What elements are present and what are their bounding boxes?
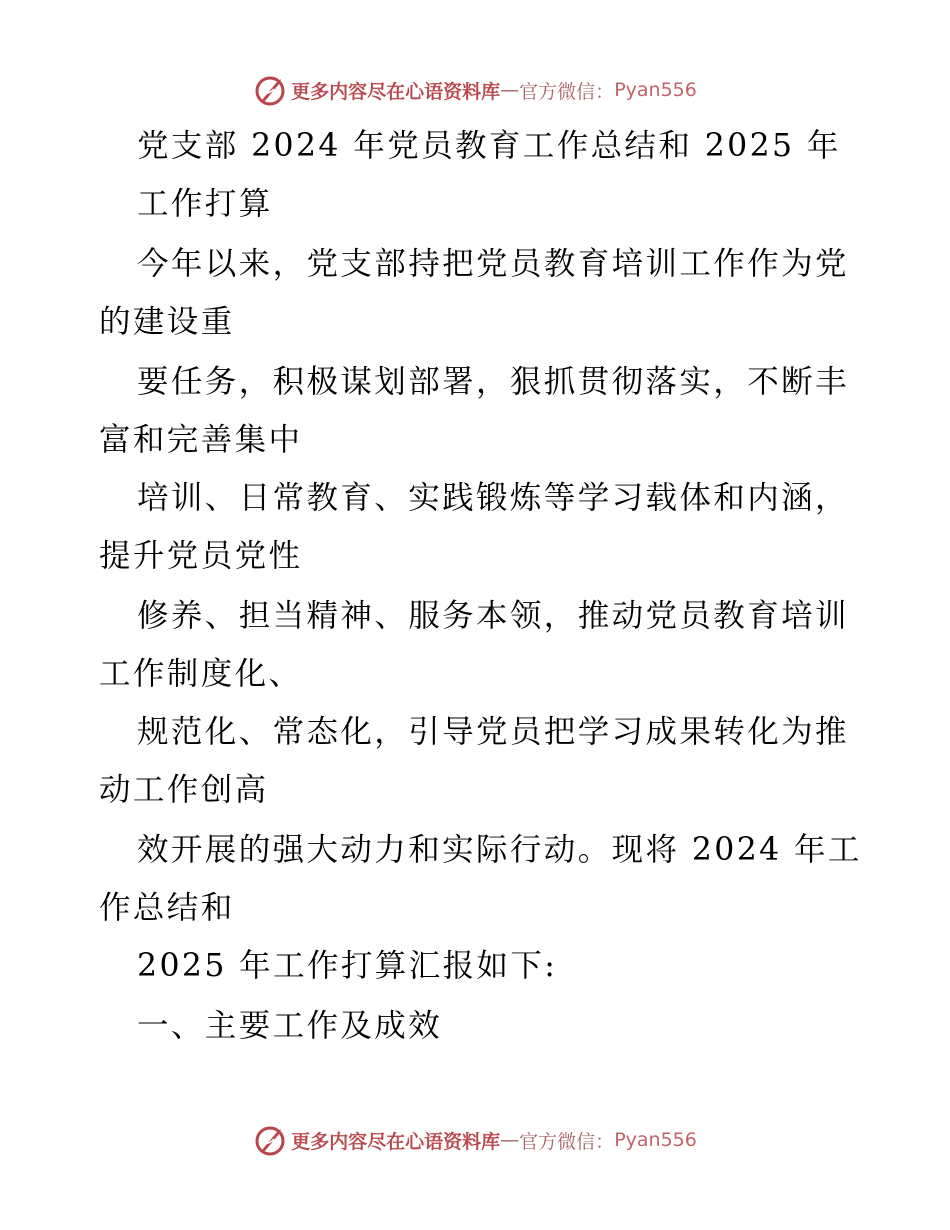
paragraph-line: 效开展的强大动力和实际行动。现将 2024 年工 [137, 832, 862, 868]
banner-wechat-id: Pyan556 [614, 79, 697, 101]
banner-dash: — [500, 1129, 520, 1151]
paragraph-line: 动工作创高 [99, 772, 269, 808]
paragraph-line: 培训、日常教育、实践锻炼等学习载体和内涵， [137, 480, 849, 516]
banner-sub-text: 官方微信： [519, 1130, 615, 1153]
quill-pen-logo-icon [253, 1123, 287, 1157]
banner-dash: — [500, 79, 520, 101]
paragraph-line: 规范化、常态化，引导党员把学习成果转化为推 [137, 714, 849, 750]
paragraph-line: 作总结和 [99, 890, 235, 926]
paragraph-line: 2025 年工作打算汇报如下: [137, 948, 558, 984]
banner-main-text: 更多内容尽在心语资料库 [291, 80, 501, 103]
paragraph-line: 修养、担当精神、服务本领，推动党员教育培训 [137, 598, 849, 634]
paragraph-line: 今年以来，党支部持把党员教育培训工作作为党 [137, 246, 849, 282]
banner-wechat-id: Pyan556 [614, 1129, 697, 1151]
document-title-continuation: 工作打算 [137, 186, 273, 222]
paragraph-line: 的建设重 [99, 304, 235, 340]
paragraph-line: 富和完善集中 [99, 422, 303, 458]
paragraph-line: 提升党员党性 [99, 538, 303, 574]
paragraph-line: 要任务，积极谋划部署，狠抓贯彻落实，不断丰 [137, 364, 849, 400]
banner-sub-text: 官方微信： [519, 80, 615, 103]
document-title: 党支部 2024 年党员教育工作总结和 2025 年 [137, 128, 841, 164]
banner-main-text: 更多内容尽在心语资料库 [291, 1130, 501, 1153]
quill-pen-logo-icon [253, 73, 287, 107]
footer-banner [0, 1120, 950, 1160]
section-heading: 一、主要工作及成效 [137, 1008, 443, 1044]
paragraph-line: 工作制度化、 [99, 656, 303, 692]
header-banner [0, 70, 950, 110]
